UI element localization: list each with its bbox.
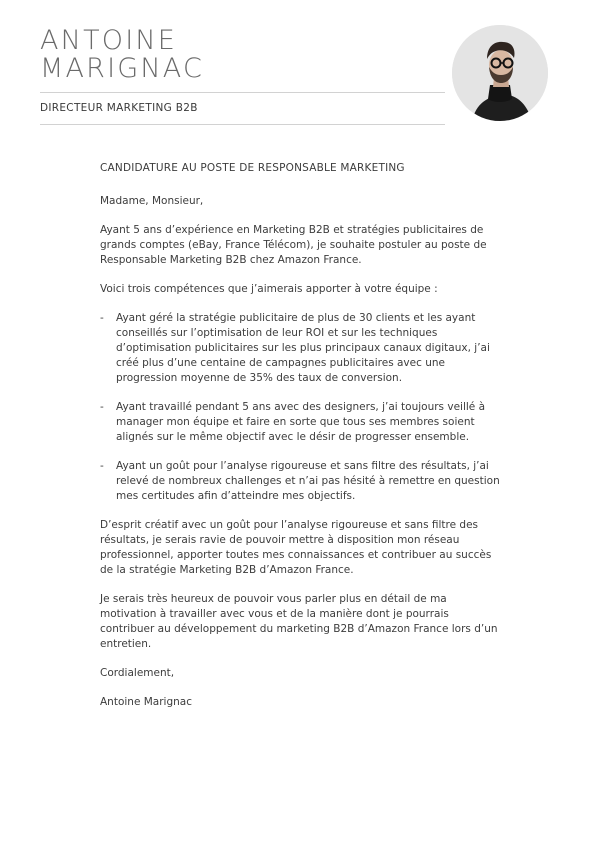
closing: Cordialement, (100, 667, 175, 679)
bullet-marker: - (100, 312, 104, 324)
portrait-illustration (452, 25, 548, 121)
intro-paragraph: Ayant 5 ans d’expérience en Marketing B2B et stratégies publicitaires de grands comptes (eBay, France Télécom), je souhaite postuler au poste de Responsable Marketing B2B chez Amazon France. (100, 224, 487, 266)
cover-letter (100, 161, 505, 724)
first-name: ANTOINE (40, 25, 178, 56)
portrait-photo (452, 25, 548, 121)
divider-top (40, 92, 445, 93)
skills-lead: Voici trois compétences que j’aimerais apporter à votre équipe : (100, 283, 438, 295)
job-title: DIRECTEUR MARKETING B2B (40, 102, 198, 114)
letter-subject: CANDIDATURE AU POSTE DE RESPONSABLE MARKETING (100, 162, 405, 174)
bullet-marker: - (100, 460, 104, 472)
skill-text: Ayant un goût pour l’analyse rigoureuse et sans filtre des résultats, j’ai relevé de nombreux challenges et n’ai pas hésité à remettre en question mes certitudes afin d’atteindre mes objectifs. (116, 460, 500, 502)
list-item (100, 400, 505, 445)
closing-paragraph: Je serais très heureux de pouvoir vous parler plus en détail de ma motivation à travailler avec vous et de la manière dont je pourrais contribuer au développement du marketing B2B d’Amazon France lors d’un entretien. (100, 593, 498, 650)
greeting: Madame, Monsieur, (100, 195, 204, 207)
skill-text: Ayant géré la stratégie publicitaire de plus de 30 clients et les ayant conseillés sur l’optimisation de leur ROI et sur les techniques d’optimisation publicitaires sur les plus principaux canaux digitaux, j’ai créé plus d’une centaine de campagnes publicitaires avec une progression moyenne de 35% des taux de conversion. (116, 312, 490, 384)
bullet-marker: - (100, 401, 104, 413)
divider-bottom (40, 124, 445, 125)
skill-text: Ayant travaillé pendant 5 ans avec des designers, j’ai toujours veillé à manager mon équipe et faire en sorte que tous ses membres soient alignés sur le même objectif avec le désir de progresser ensemble. (116, 401, 486, 443)
signature: Antoine Marignac (100, 696, 193, 708)
motivation-paragraph: D’esprit créatif avec un goût pour l’analyse rigoureuse et sans filtre des résultats, je serais ravie de pouvoir mettre à disposition mon réseau professionnel, apporter toutes mes connaissances et contribuer au succès de la stratégie Marketing B2B d’Amazon France. (100, 519, 492, 576)
candidate-name (40, 27, 204, 83)
list-item (100, 311, 505, 386)
list-item (100, 459, 505, 504)
last-name: MARIGNAC (40, 53, 205, 84)
skills-list (100, 311, 505, 504)
